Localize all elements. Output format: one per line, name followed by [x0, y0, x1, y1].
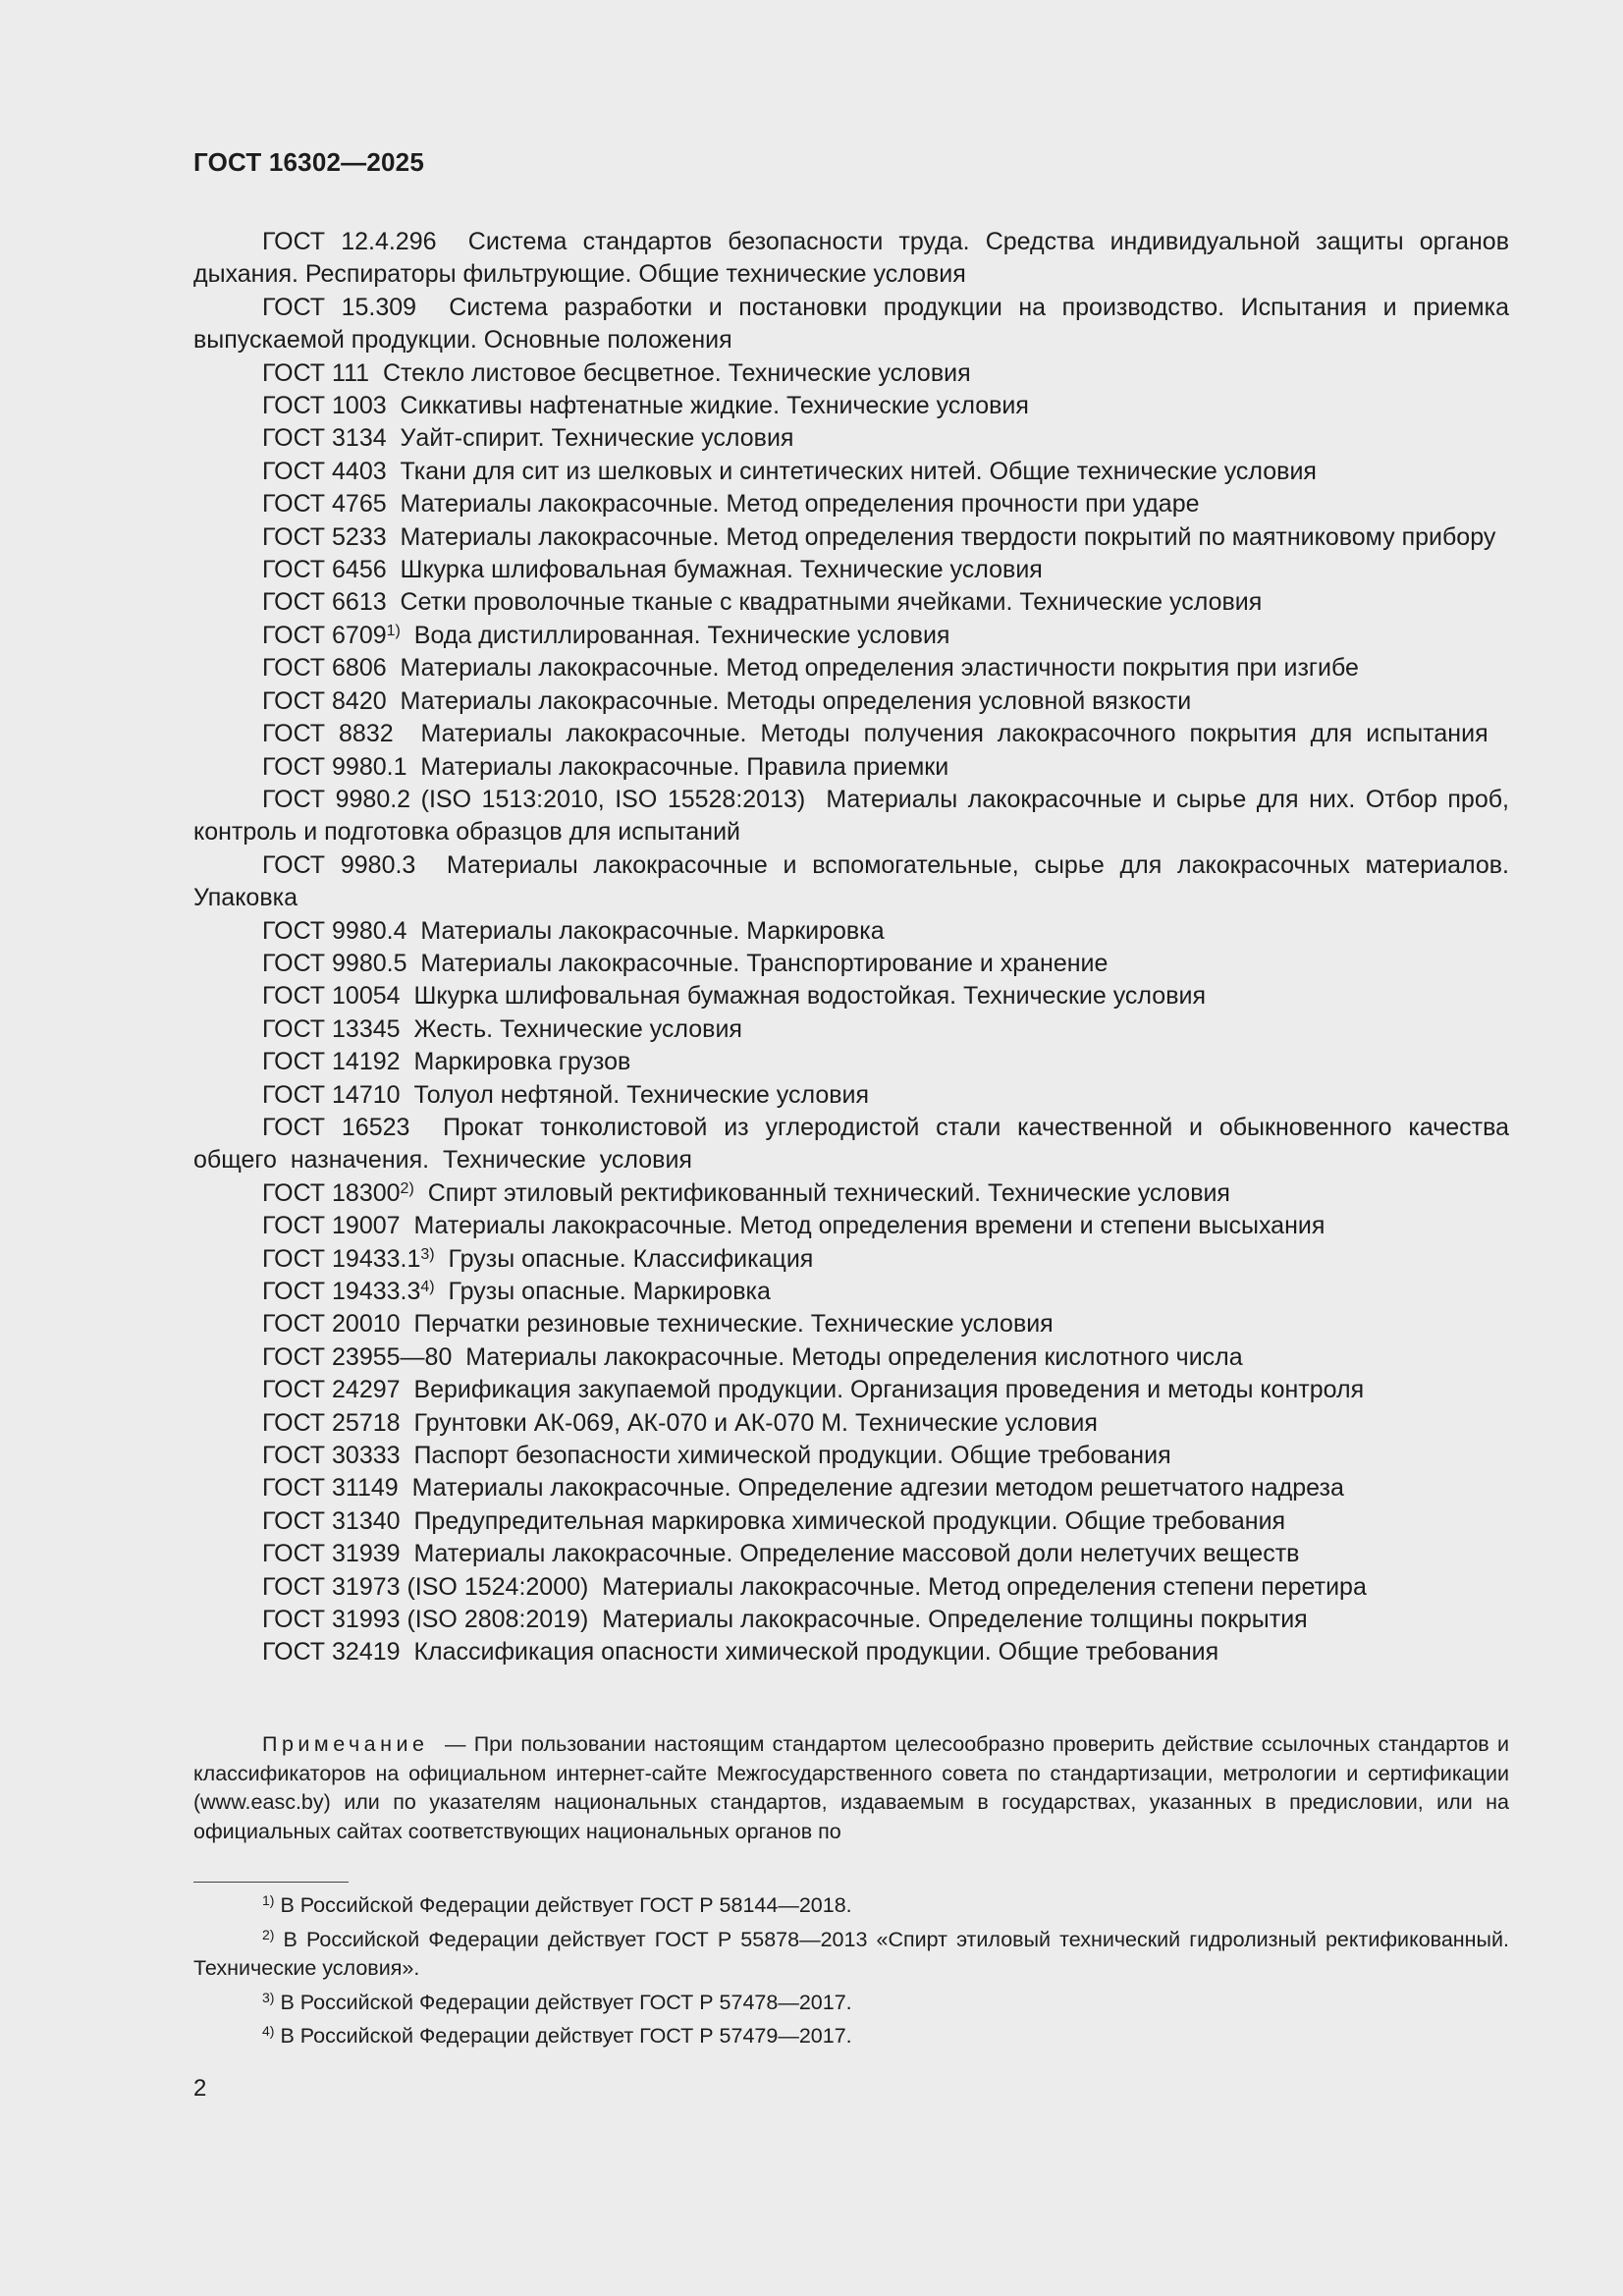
reference-code: [262, 1540, 401, 1567]
reference-code: [262, 392, 387, 419]
reference-code-text: ГОСТ 6613: [262, 588, 387, 617]
reference-code: [262, 1015, 401, 1043]
reference-item: [193, 1374, 1509, 1406]
footnote-item: [193, 1926, 1509, 1984]
note-paragraph: [193, 1730, 1509, 1846]
reference-code: [262, 982, 401, 1010]
reference-item: [193, 1046, 1509, 1078]
reference-title: Толуол нефтяной. Технические условия: [413, 1080, 870, 1109]
reference-item: [193, 1505, 1509, 1538]
reference-code: [262, 1114, 409, 1141]
reference-code-text: ГОСТ 18300: [262, 1178, 401, 1207]
document-header: ГОСТ 16302—2025: [193, 147, 424, 177]
footnote-mark: 2): [262, 1926, 275, 1942]
footnote-mark: 4): [262, 2023, 275, 2039]
reference-code-text: ГОСТ 19433.3: [262, 1278, 421, 1305]
reference-item: [193, 1210, 1509, 1242]
reference-code-text: ГОСТ 14710: [262, 1080, 401, 1109]
reference-title: Материалы лакокрасочные. Методы получения лакокрасочного покрытия для испытания: [420, 720, 1488, 748]
reference-code-text: ГОСТ 9980.5: [262, 949, 407, 977]
footnote-item: [193, 1989, 1509, 2018]
reference-title: Шкурка шлифовальная бумажная. Технические условия: [400, 556, 1043, 584]
reference-item: [193, 652, 1509, 684]
reference-item: [193, 1472, 1509, 1504]
reference-code-text: ГОСТ 31340: [262, 1506, 401, 1535]
reference-code-text: ГОСТ 4765: [262, 490, 387, 519]
reference-code-text: ГОСТ 31149: [262, 1474, 399, 1503]
reference-code-text: ГОСТ 6456: [262, 556, 387, 584]
reference-code: [262, 1507, 401, 1535]
reference-item: [193, 685, 1509, 718]
reference-code-text: ГОСТ 31939: [262, 1540, 401, 1568]
reference-title: Материалы лакокрасочные. Метод определения прочности при ударе: [400, 490, 1200, 519]
footnote-separator: [193, 1882, 349, 1883]
reference-code-text: ГОСТ 20010: [262, 1310, 401, 1339]
reference-title: Спирт этиловый ректификованный технический. Технические условия: [427, 1178, 1230, 1207]
reference-title: Грунтовки АК-069, АК-070 и АК-070 М. Технические условия: [413, 1408, 1098, 1437]
reference-item: [193, 1604, 1509, 1636]
reference-title: Паспорт безопасности химической продукции. Общие требования: [413, 1442, 1171, 1470]
reference-item: [193, 620, 1509, 652]
reference-code: [262, 753, 407, 781]
footnote-mark: 3): [262, 1989, 275, 2005]
footnote-text: В Российской Федерации действует ГОСТ Р 57479—2017.: [280, 2024, 852, 2048]
reference-item: [193, 1112, 1509, 1177]
reference-code-text: ГОСТ 24297: [262, 1376, 401, 1404]
reference-code-text: ГОСТ 15.309: [262, 293, 417, 321]
reference-code: [262, 228, 437, 255]
reference-code-text: ГОСТ 8420: [262, 686, 387, 715]
reference-item: [193, 488, 1509, 520]
reference-item: [193, 1243, 1509, 1276]
reference-title: Грузы опасные. Классификация: [448, 1244, 814, 1273]
reference-title: Материалы лакокрасочные и вспомогательные, сырье для лакокрасочных материалов. Упаковка: [193, 850, 1509, 912]
reference-code: [262, 1442, 401, 1469]
reference-code-text: ГОСТ 9980.3: [262, 850, 416, 879]
reference-code-text: ГОСТ 31973 (ISO 1524:2000): [262, 1572, 589, 1601]
reference-code-text: ГОСТ 10054: [262, 982, 401, 1011]
reference-title: Материалы лакокрасочные. Метод определения времени и степени высыхания: [413, 1212, 1325, 1240]
reference-title: Материалы лакокрасочные. Транспортирование и хранение: [420, 949, 1109, 977]
reference-code: [262, 1409, 401, 1437]
normative-references-list: [193, 226, 1509, 1669]
reference-code: [262, 1212, 401, 1239]
reference-item: [193, 1308, 1509, 1340]
reference-title: Сиккативы нафтенатные жидкие. Технические условия: [400, 392, 1029, 420]
reference-code: [262, 294, 416, 321]
reference-title: Материалы лакокрасочные. Маркировка: [420, 916, 885, 945]
reference-item: [193, 1013, 1509, 1046]
footnote-text: В Российской Федерации действует ГОСТ Р 55878—2013 «Спирт этиловый технический гидролизный ректификованный. Технические условия».: [193, 1927, 1509, 1980]
reference-title: Материалы лакокрасочные и сырье для них. Отбор проб, контроль и подготовка образцов для испытаний: [193, 785, 1509, 847]
footnote-mark: 1): [386, 622, 401, 639]
reference-title: Прокат тонколистовой из углеродистой стали качественной и обыкновенного качества общего назначения. Технические условия: [193, 1113, 1509, 1175]
reference-code: [262, 720, 394, 747]
reference-code-text: ГОСТ 4403: [262, 457, 387, 485]
reference-code-text: ГОСТ 6709: [262, 621, 387, 649]
reference-code-text: ГОСТ 1003: [262, 392, 387, 420]
reference-code: [262, 917, 407, 945]
footnote-item: [193, 1891, 1509, 1921]
reference-code: [262, 556, 387, 583]
reference-code: [262, 1474, 399, 1502]
reference-title: Грузы опасные. Маркировка: [448, 1278, 771, 1305]
reference-code: [262, 786, 805, 813]
reference-item: [193, 751, 1509, 784]
reference-item: [193, 226, 1509, 292]
reference-code-text: ГОСТ 8832: [262, 720, 394, 748]
reference-item: [193, 980, 1509, 1012]
reference-item: [193, 1079, 1509, 1112]
reference-item: [193, 718, 1509, 750]
page-number: 2: [193, 2075, 207, 2102]
reference-title: Сетки проволочные тканые с квадратными ячейками. Технические условия: [400, 588, 1263, 617]
reference-item: [193, 554, 1509, 586]
reference-title: Маркировка грузов: [413, 1048, 631, 1076]
reference-item: [193, 292, 1509, 357]
reference-item: [193, 1440, 1509, 1472]
footnotes-list: [193, 1891, 1509, 2056]
reference-title: Шкурка шлифовальная бумажная водостойкая. Технические условия: [413, 982, 1206, 1011]
reference-title: Материалы лакокрасочные. Метод определения эластичности покрытия при изгибе: [400, 654, 1359, 683]
reference-code: [262, 1179, 414, 1207]
reference-code: [262, 1048, 401, 1075]
reference-item: [193, 1407, 1509, 1440]
reference-code: [262, 490, 387, 518]
reference-code-text: ГОСТ 30333: [262, 1442, 401, 1470]
reference-title: Материалы лакокрасочные. Правила приемки: [420, 752, 949, 781]
reference-title: Предупредительная маркировка химической продукции. Общие требования: [413, 1506, 1286, 1535]
reference-code: [262, 523, 387, 551]
reference-title: Классификация опасности химической продукции. Общие требования: [413, 1638, 1219, 1667]
reference-title: Материалы лакокрасочные. Определение толщины покрытия: [602, 1606, 1308, 1634]
reference-code-text: ГОСТ 9980.2 (ISO 1513:2010, ISO 15528:2013): [262, 785, 806, 813]
reference-title: Система разработки и постановки продукции на производство. Испытания и приемка выпускаемой продукции. Основные положения: [193, 293, 1509, 355]
footnote-mark: 1): [262, 1892, 275, 1908]
reference-code: [262, 1081, 401, 1109]
reference-code: [262, 588, 387, 616]
reference-code: [262, 851, 415, 879]
reference-code: [262, 654, 387, 682]
reference-code: [262, 687, 387, 715]
reference-title: Материалы лакокрасочные. Метод определения твердости покрытий по маятниковому прибору: [400, 522, 1496, 551]
reference-item: [193, 1538, 1509, 1570]
reference-code: [262, 1310, 401, 1338]
reference-title: Система стандартов безопасности труда. Средства индивидуальной защиты органов дыхания. Респираторы фильтрующие. Общие технические условия: [193, 228, 1509, 289]
note-label: Примечание: [262, 1732, 429, 1756]
reference-item: [193, 1177, 1509, 1210]
reference-code-text: ГОСТ 12.4.296: [262, 228, 437, 255]
reference-item: [193, 357, 1509, 390]
reference-item: [193, 1341, 1509, 1374]
reference-title: Вода дистиллированная. Технические условия: [413, 621, 950, 649]
reference-code-text: ГОСТ 16523: [262, 1113, 410, 1141]
reference-code: [262, 1343, 452, 1371]
footnote-mark: 2): [400, 1179, 414, 1197]
reference-code: [262, 1606, 588, 1633]
reference-code-text: ГОСТ 19007: [262, 1212, 401, 1240]
reference-code-text: ГОСТ 5233: [262, 522, 387, 551]
reference-code-text: ГОСТ 19433.1: [262, 1244, 421, 1273]
reference-code: [262, 1245, 435, 1273]
reference-item: [193, 390, 1509, 422]
reference-code-text: ГОСТ 3134: [262, 424, 387, 453]
reference-item: [193, 521, 1509, 554]
reference-code-text: ГОСТ 111: [262, 358, 370, 387]
reference-code: [262, 458, 387, 485]
reference-item: [193, 849, 1509, 915]
reference-item: [193, 1276, 1509, 1308]
reference-title: Материалы лакокрасочные. Методы определения условной вязкости: [400, 686, 1192, 715]
reference-title: Материалы лакокрасочные. Метод определения степени перетира: [602, 1572, 1367, 1601]
reference-code-text: ГОСТ 32419: [262, 1638, 401, 1667]
reference-title: Стекло листовое бесцветное. Технические условия: [382, 358, 971, 387]
reference-code-text: ГОСТ 13345: [262, 1014, 401, 1043]
reference-item: [193, 422, 1509, 455]
reference-code: [262, 1573, 588, 1601]
reference-item: [193, 586, 1509, 619]
reference-item: [193, 915, 1509, 948]
reference-code-text: ГОСТ 14192: [262, 1048, 401, 1076]
reference-title: Перчатки резиновые технические. Технические условия: [413, 1310, 1054, 1339]
reference-title: Материалы лакокрасочные. Определение массовой доли нелетучих веществ: [413, 1540, 1300, 1568]
reference-code-text: ГОСТ 23955—80: [262, 1342, 453, 1371]
reference-code-text: ГОСТ 9980.1: [262, 752, 407, 781]
reference-item: [193, 948, 1509, 980]
footnote-item: [193, 2022, 1509, 2051]
reference-title: Ткани для сит из шелковых и синтетических нитей. Общие технические условия: [400, 457, 1317, 485]
reference-title: Материалы лакокрасочные. Методы определения кислотного числа: [465, 1342, 1243, 1371]
reference-code-text: ГОСТ 31993 (ISO 2808:2019): [262, 1606, 589, 1634]
reference-title: Жесть. Технические условия: [413, 1014, 742, 1043]
reference-code-text: ГОСТ 25718: [262, 1408, 401, 1437]
reference-item: [193, 1571, 1509, 1604]
reference-code: [262, 622, 401, 649]
reference-code: [262, 1376, 401, 1403]
reference-code: [262, 359, 369, 387]
reference-code: [262, 1638, 401, 1666]
footnote-mark: 4): [420, 1279, 435, 1295]
footnote-mark: 3): [420, 1245, 435, 1263]
footnote-text: В Российской Федерации действует ГОСТ Р 57478—2017.: [280, 1990, 852, 2014]
footnote-text: В Российской Федерации действует ГОСТ Р 58144—2018.: [280, 1893, 852, 1917]
reference-item: [193, 1636, 1509, 1668]
reference-item: [193, 784, 1509, 849]
reference-item: [193, 456, 1509, 488]
reference-code-text: ГОСТ 9980.4: [262, 916, 407, 945]
reference-code: [262, 424, 387, 452]
reference-title: Материалы лакокрасочные. Определение адгезии методом решетчатого надреза: [411, 1474, 1344, 1503]
reference-code-text: ГОСТ 6806: [262, 654, 387, 683]
reference-code: [262, 1278, 435, 1305]
reference-code: [262, 950, 407, 977]
reference-title: Уайт-спирит. Технические условия: [400, 424, 794, 453]
reference-title: Верификация закупаемой продукции. Организация проведения и методы контроля: [413, 1376, 1365, 1404]
note-text: — При пользовании настоящим стандартом целесообразно проверить действие ссылочных стандартов и классификаторов на официальном интернет-сайте Межгосударственного совета по стандартизации, метрологии и сертификации (www.easc.by) или по указателям национальных стандартов, издаваемым в государствах, указанных в предисловии, или на официальных сайтах соответствующих национальных органов по: [193, 1732, 1509, 1843]
